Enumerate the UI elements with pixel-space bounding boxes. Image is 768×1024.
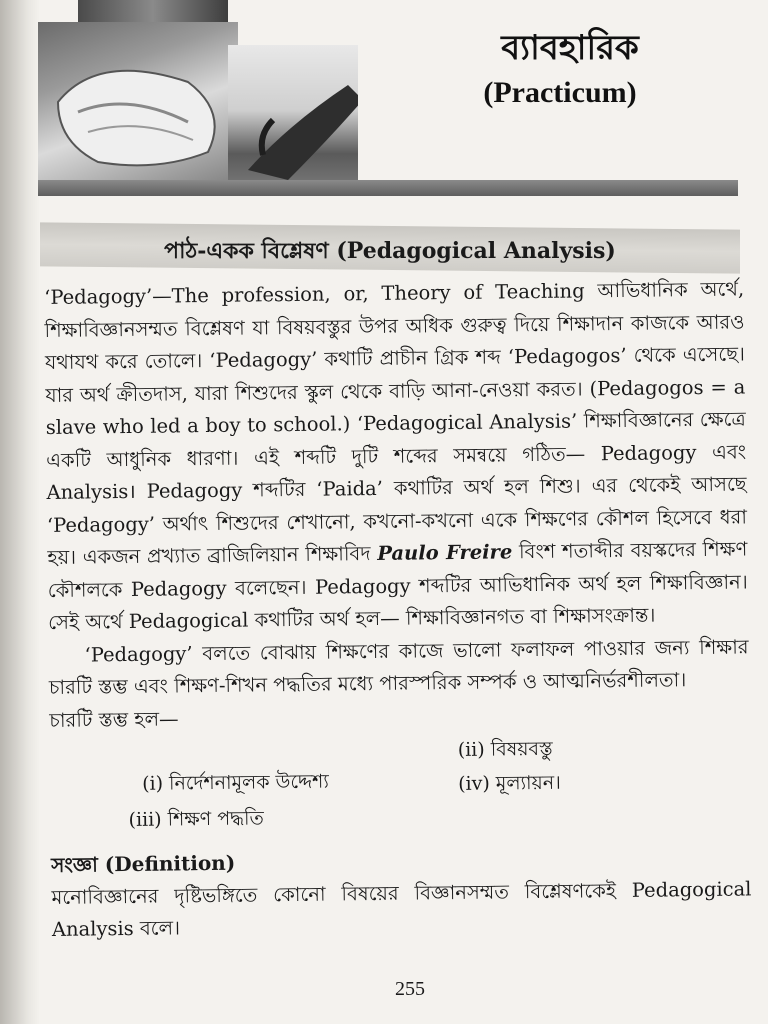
header-band — [38, 180, 738, 196]
body-text — [44, 273, 752, 946]
page-number: 255 — [395, 978, 425, 1000]
page-edge-shadow — [0, 0, 40, 1024]
section-title: পাঠ-একক বিশ্লেষণ (Pedagogical Analysis) — [164, 238, 616, 264]
pillar-item: (i) নির্দেশনামূলক উদ্দেশ্য — [142, 770, 329, 795]
definition-heading: সংজ্ঞা (Definition) — [50, 850, 236, 877]
paragraph-pedagogy-definition: ‘Pedagogy’—The profession, or, Theory of Teaching আভিধানিক অর্থে, শিক্ষাবিজ্ঞানসম্মত বিশ্লেষণ যা বিষয়বস্তুর উপর অধিক গুরুত্ব দিয়ে শিক্ষাদান কাজকে আরও যথাযথ করে তোলে। ‘Pedagogy’ কথাটি প্রাচীন গ্রিক শব্দ ‘Pedagogos’ থেকে এসেছে। যার অর্থ ক্রীতদাস, যারা শিশুদের স্কুল থেকে বাড়ি আনা-নেওয়া করত। (Pedagogos = a slave who led a boy to school.) ‘Pedagogical Analysis’ শিক্ষাবিজ্ঞানের ক্ষেত্রে একটি আধুনিক ধারণা। এই শব্দটি দুটি শব্দের সমন্বয়ে গঠিত— Pedagogy এবং Analysis। Pedagogy শব্দটির ‘Paida’ কথাটির অর্থ হল শিশু। এর থেকেই আসছে ‘Pedagogy’ অর্থাৎ শিশুদের শেখানো, কখনো-কখনো একে শিক্ষণের কৌশল হিসেবে ধরা হয়। একজন প্রখ্যাত ব্রাজিলিয়ান শিক্ষাবিদ Paulo Freire বিংশ শতাব্দীর বয়স্কদের শিক্ষণ কৌশলকে Pedagogy বলেছেন। Pedagogy শব্দটির আভিধানিক অর্থ হল শিক্ষাবিজ্ঞান। সেই অর্থে Pedagogical কথাটির অর্থ হল— শিক্ষাবিজ্ঞানগত বা শিক্ষাসংক্রান্ত। — [44, 277, 748, 634]
chapter-title-bengali: ব্যাবহারিক — [501, 28, 639, 68]
paulo-freire-name: Paulo Freire — [377, 540, 513, 565]
definition-text: মনোবিজ্ঞানের দৃষ্টিভঙ্গিতে কোনো বিষয়ের বিজ্ঞানসম্মত বিশ্লেষণকেই Pedagogical Analysis বলে। — [51, 876, 752, 941]
header-photo-collage — [38, 0, 358, 195]
pillar-item: (iv) মূল্যায়ন। — [458, 771, 562, 795]
paragraph-pedagogy-meaning: ‘Pedagogy’ বলতে বোঝায় শিক্ষণের কাজে ভালো ফলাফল পাওয়ার জন্য শিক্ষার চারটি স্তম্ভ এবং শিক্ষণ-শিখন পদ্ধতির মধ্যে পারস্পরিক সম্পর্ক ও আত্মনির্ভরশীলতা। — [48, 634, 749, 699]
chapter-title-english: (Practicum) — [483, 76, 637, 109]
pillar-item: (iii) শিক্ষণ পদ্ধতি — [128, 807, 264, 832]
pillars-list — [50, 730, 751, 835]
pillar-item: (ii) বিষয়বস্তু — [457, 737, 553, 761]
pillars-intro: চারটি স্তম্ভ হল— — [49, 706, 179, 732]
whale-photo — [228, 45, 358, 190]
conch-shell-photo — [38, 22, 238, 192]
